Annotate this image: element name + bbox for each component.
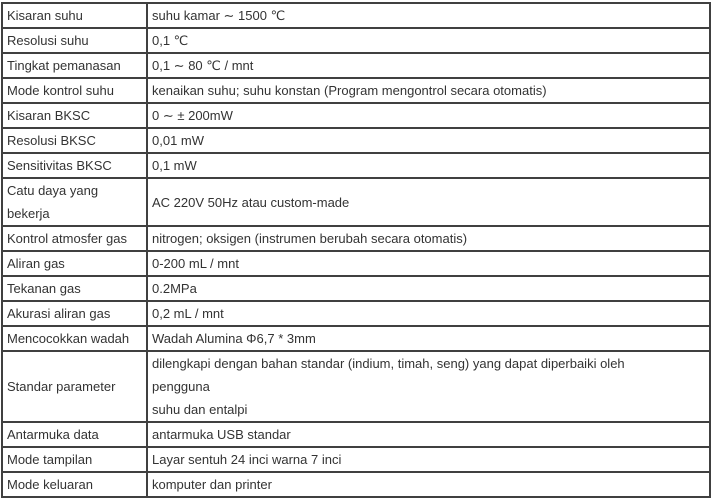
text-line: nitrogen; oksigen (instrumen berubah secara otomatis) bbox=[152, 231, 468, 246]
table-row bbox=[2, 103, 710, 128]
row-label bbox=[2, 28, 147, 53]
table-row bbox=[2, 28, 710, 53]
row-value bbox=[147, 251, 710, 276]
text-line: 0,1 mW bbox=[152, 158, 197, 173]
text-line: 0.2MPa bbox=[152, 281, 197, 296]
row-label bbox=[2, 128, 147, 153]
text-line: Aliran gas bbox=[7, 256, 65, 271]
text-line: Tekanan gas bbox=[7, 281, 81, 296]
row-label bbox=[2, 178, 147, 226]
row-value bbox=[147, 178, 710, 226]
text-line: Akurasi aliran gas bbox=[7, 306, 111, 321]
row-label bbox=[2, 301, 147, 326]
text-line: suhu dan entalpi bbox=[152, 402, 248, 417]
row-label bbox=[2, 53, 147, 78]
text-line: Tingkat pemanasan bbox=[7, 58, 121, 73]
text-line: 0,1 ∼ 80 ℃ / mnt bbox=[152, 58, 254, 73]
row-value bbox=[147, 276, 710, 301]
table-row bbox=[2, 53, 710, 78]
text-line: Mode tampilan bbox=[7, 452, 93, 467]
table-row bbox=[2, 276, 710, 301]
text-line: AC 220V 50Hz atau custom-made bbox=[152, 194, 350, 210]
spec-table-body bbox=[2, 3, 710, 497]
row-value bbox=[147, 78, 710, 103]
text-line: Resolusi BKSC bbox=[7, 133, 96, 148]
row-value bbox=[147, 301, 710, 326]
table-row bbox=[2, 351, 710, 422]
table-row bbox=[2, 422, 710, 447]
spec-table bbox=[1, 2, 711, 498]
text-line: Kisaran BKSC bbox=[7, 108, 91, 123]
text-line: Catu daya yang bbox=[7, 183, 99, 198]
text-line: 0,2 mL / mnt bbox=[152, 306, 224, 321]
table-row bbox=[2, 226, 710, 251]
row-value bbox=[147, 447, 710, 472]
text-line: komputer dan printer bbox=[152, 477, 272, 492]
text-line: Mode kontrol suhu bbox=[7, 83, 114, 98]
row-label bbox=[2, 226, 147, 251]
text-line: antarmuka USB standar bbox=[152, 427, 291, 442]
text-line: Antarmuka data bbox=[7, 427, 99, 442]
row-value bbox=[147, 128, 710, 153]
table-row bbox=[2, 178, 710, 226]
table-row bbox=[2, 78, 710, 103]
row-label bbox=[2, 472, 147, 497]
text-line: Wadah Alumina Φ6,7 * 3mm bbox=[152, 331, 316, 346]
table-row bbox=[2, 301, 710, 326]
text-line: bekerja bbox=[7, 206, 50, 221]
text-line: Sensitivitas BKSC bbox=[7, 158, 112, 173]
row-label bbox=[2, 251, 147, 276]
text-line: Mencocokkan wadah bbox=[7, 331, 130, 346]
table-row bbox=[2, 128, 710, 153]
row-label bbox=[2, 103, 147, 128]
text-line: Standar parameter bbox=[7, 379, 116, 394]
table-row bbox=[2, 472, 710, 497]
row-value bbox=[147, 326, 710, 351]
text-line: Mode keluaran bbox=[7, 477, 93, 492]
row-label bbox=[2, 153, 147, 178]
text-line: dilengkapi dengan bahan standar (indium, timah, seng) yang dapat diperbaiki oleh bbox=[152, 356, 625, 371]
row-value bbox=[147, 103, 710, 128]
text-line: 0-200 mL / mnt bbox=[152, 256, 239, 271]
text-line: 0,01 mW bbox=[152, 133, 205, 148]
row-value bbox=[147, 3, 710, 28]
table-row bbox=[2, 326, 710, 351]
row-label bbox=[2, 447, 147, 472]
text-line: Layar sentuh 24 inci warna 7 inci bbox=[152, 452, 342, 467]
table-row bbox=[2, 3, 710, 28]
table-row bbox=[2, 251, 710, 276]
text-line: pengguna bbox=[152, 379, 210, 394]
text-line: kenaikan suhu; suhu konstan (Program mengontrol secara otomatis) bbox=[152, 83, 547, 98]
row-value bbox=[147, 472, 710, 497]
row-value bbox=[147, 28, 710, 53]
row-label bbox=[2, 326, 147, 351]
row-value bbox=[147, 351, 710, 422]
text-line: Kisaran suhu bbox=[7, 8, 83, 23]
text-line: suhu kamar ∼ 1500 ℃ bbox=[152, 8, 286, 23]
text-line: Resolusi suhu bbox=[7, 33, 89, 48]
row-label bbox=[2, 276, 147, 301]
table-row bbox=[2, 447, 710, 472]
row-value bbox=[147, 226, 710, 251]
table-row bbox=[2, 153, 710, 178]
text-line: 0 ∼ ± 200mW bbox=[152, 108, 233, 123]
row-value bbox=[147, 422, 710, 447]
row-label bbox=[2, 351, 147, 422]
text-line: Kontrol atmosfer gas bbox=[7, 231, 127, 246]
row-value bbox=[147, 53, 710, 78]
row-label bbox=[2, 78, 147, 103]
row-label bbox=[2, 3, 147, 28]
row-label bbox=[2, 422, 147, 447]
row-value bbox=[147, 153, 710, 178]
text-line: 0,1 ℃ bbox=[152, 33, 189, 48]
